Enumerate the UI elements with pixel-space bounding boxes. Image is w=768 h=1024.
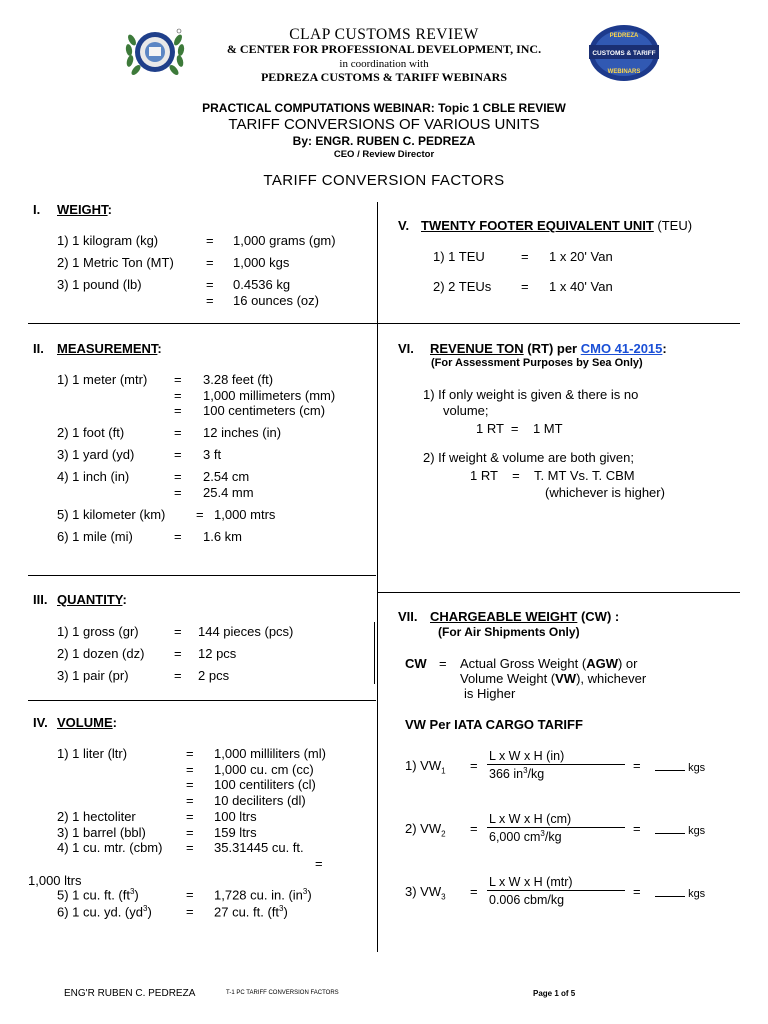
case-text: volume; bbox=[443, 403, 489, 418]
row-rhs: 3 ft bbox=[203, 447, 222, 462]
row-eq: = bbox=[206, 255, 214, 270]
row-rhs: 1,000 mtrs bbox=[214, 507, 276, 522]
section-colon: : bbox=[112, 715, 117, 730]
row-eq: = bbox=[186, 904, 194, 919]
row-lhs: 1) 1 liter (ltr) bbox=[57, 746, 128, 761]
formula-fraction bbox=[487, 749, 625, 781]
row-eq: = bbox=[186, 840, 194, 855]
section-colon: : bbox=[107, 202, 112, 217]
row-rhs: 100 ltrs bbox=[214, 809, 257, 824]
row-rhs: 100 centimeters (cm) bbox=[203, 403, 326, 418]
case-text: 2) If weight & volume are both given; bbox=[423, 450, 635, 465]
row-rhs: 2 pcs bbox=[198, 668, 230, 683]
formula-eq2: = bbox=[633, 884, 641, 899]
section-title: MEASUREMENT bbox=[57, 341, 158, 356]
answer-blank[interactable] bbox=[655, 884, 685, 897]
section-number: VI. bbox=[398, 341, 414, 356]
section-number: V. bbox=[398, 218, 410, 233]
row-lhs: 6) 1 mile (mi) bbox=[57, 529, 133, 544]
answer-blank[interactable] bbox=[655, 758, 685, 771]
row-rhs: 1,728 cu. in. $(in^3)$ bbox=[214, 887, 312, 903]
row-rhs: 1.6 km bbox=[203, 529, 243, 544]
section-number: II. bbox=[33, 341, 44, 356]
formula-eq: = bbox=[470, 884, 478, 899]
formula-denominator: 6,000 $cm^3/kg$ bbox=[489, 829, 562, 845]
row-eq: = bbox=[174, 624, 182, 639]
formula-eq: = bbox=[470, 758, 478, 773]
row-divider-2-left bbox=[28, 575, 376, 576]
column-divider bbox=[377, 202, 378, 952]
row-rhs: 1,000 millimeters (mm) bbox=[203, 388, 336, 403]
row-divider-3-left bbox=[28, 700, 376, 701]
logo-band-text: CUSTOMS & TARIFF bbox=[592, 50, 656, 57]
row-eq: = bbox=[174, 646, 182, 661]
row-rhs: 1,000 grams (gm) bbox=[233, 233, 336, 248]
row-eq: = bbox=[174, 469, 182, 484]
row-eq: = bbox=[206, 277, 214, 292]
row-rhs: 35.31445 cu. ft. bbox=[214, 840, 304, 855]
section-title: VOLUME bbox=[57, 715, 113, 730]
row-rhs: 1,000 kgs bbox=[233, 255, 290, 270]
row-rhs: 16 ounces (oz) bbox=[233, 293, 319, 308]
row-rhs: 144 pieces (pcs) bbox=[198, 624, 294, 639]
row-eq: = bbox=[186, 793, 194, 808]
answer-blank[interactable] bbox=[655, 821, 685, 834]
column-divider-segment bbox=[374, 622, 375, 684]
row-lhs: 4) 1 inch (in) bbox=[57, 469, 130, 484]
row-eq: = bbox=[174, 668, 182, 683]
logo-top-text: PEDREZA bbox=[609, 33, 639, 39]
cmo-link[interactable]: CMO 41-2015 bbox=[580, 341, 663, 356]
row-lhs: 4) 1 cu. mtr. (cbm) bbox=[57, 840, 163, 855]
row-eq: = bbox=[174, 485, 182, 500]
formula-result: kgs bbox=[655, 821, 705, 837]
section-colon: : bbox=[662, 341, 667, 356]
formula-label: 1) $VW_1$ bbox=[405, 758, 446, 776]
formula-numerator: L x W x H (mtr) bbox=[487, 875, 625, 891]
page-number: Page 1 of 5 bbox=[533, 989, 576, 998]
section-colon: : bbox=[122, 592, 127, 607]
row-eq: = bbox=[174, 529, 182, 544]
section-subtitle: (For Air Shipments Only) bbox=[438, 625, 580, 639]
section-title-mid: (RT) per bbox=[523, 341, 581, 356]
case-note: (whichever is higher) bbox=[545, 485, 665, 500]
row-eq: = bbox=[206, 293, 214, 308]
section-title: WEIGHT bbox=[57, 202, 108, 217]
case-equation: 1 RT = T. MT Vs. T. CBM bbox=[470, 468, 635, 483]
cw-label: CW bbox=[405, 656, 427, 671]
row-rhs: 1 x 40' Van bbox=[549, 279, 613, 294]
row-rhs: 2.54 cm bbox=[203, 469, 250, 484]
row-rhs: 159 ltrs bbox=[214, 825, 257, 840]
section-number: IV. bbox=[33, 715, 48, 730]
row-rhs: 0.4536 kg bbox=[233, 277, 291, 292]
row-eq: = bbox=[174, 388, 182, 403]
formula-numerator: L x W x H (in) bbox=[487, 749, 625, 765]
section-title: REVENUE TON bbox=[430, 341, 524, 356]
row-lhs: 3) 1 pair (pr) bbox=[57, 668, 129, 683]
row-lhs: 1) 1 TEU bbox=[433, 249, 485, 264]
row-lhs: 2) 1 Metric Ton (MT) bbox=[57, 255, 174, 270]
section-abbr: (TEU) bbox=[653, 218, 693, 233]
row-eq: = bbox=[186, 825, 194, 840]
author-line: By: ENGR. RUBEN C. PEDREZA bbox=[292, 134, 476, 148]
section-colon: : bbox=[157, 341, 162, 356]
row-eq: = bbox=[174, 403, 182, 418]
cw-line: Volume Weight (VW), whichever bbox=[460, 671, 647, 686]
cw-eq: = bbox=[439, 656, 447, 671]
row-rhs: 1,000 cu. cm (cc) bbox=[214, 762, 314, 777]
section-subtitle: (For Assessment Purposes by Sea Only) bbox=[431, 357, 643, 369]
section-title: TWENTY FOOTER EQUIVALENT UNIT bbox=[421, 218, 654, 233]
formula-eq: = bbox=[470, 821, 478, 836]
webinar-title: PRACTICAL COMPUTATIONS WEBINAR: Topic 1 CBLE REVIEW bbox=[202, 101, 566, 115]
row-rhs: 1 x 20' Van bbox=[549, 249, 613, 264]
formula-fraction bbox=[487, 812, 625, 844]
document-title: TARIFF CONVERSIONS OF VARIOUS UNITS bbox=[228, 116, 540, 133]
row-eq: = bbox=[186, 887, 194, 902]
formula-fraction bbox=[487, 875, 625, 907]
section-title: CHARGEABLE WEIGHT bbox=[430, 609, 578, 624]
row-rhs: 27 cu. ft. $(ft^3)$ bbox=[214, 904, 288, 920]
partner-name: PEDREZA CUSTOMS & TARIFF WEBINARS bbox=[260, 70, 508, 84]
section-title: QUANTITY bbox=[57, 592, 123, 607]
row-eq: = bbox=[186, 762, 194, 777]
row-eq: = bbox=[174, 447, 182, 462]
formula-numerator: L x W x H (cm) bbox=[487, 812, 625, 828]
row-lhs: 1) 1 gross (gr) bbox=[57, 624, 139, 639]
row-eq: = bbox=[186, 809, 194, 824]
formula-label: 2) $VW_2$ bbox=[405, 821, 446, 839]
case-text: 1) If only weight is given & there is no bbox=[423, 387, 639, 402]
row-rhs: 12 inches (in) bbox=[203, 425, 282, 440]
formula-eq2: = bbox=[633, 758, 641, 773]
coordination-text: in coordination with bbox=[339, 58, 429, 70]
row-rhs: 12 pcs bbox=[198, 646, 237, 661]
row-rhs: 10 deciliters (dl) bbox=[214, 793, 306, 808]
row-lhs: 3) 1 pound (lb) bbox=[57, 277, 142, 292]
row-eq: = bbox=[174, 425, 182, 440]
formula-label: 3) $VW_3$ bbox=[405, 884, 446, 902]
org-subname: & CENTER FOR PROFESSIONAL DEVELOPMENT, INC. bbox=[226, 42, 542, 56]
row-divider-2-right bbox=[378, 592, 740, 593]
formula-result: kgs bbox=[655, 758, 705, 774]
author-role: CEO / Review Director bbox=[333, 149, 435, 160]
row-rhs: 25.4 mm bbox=[203, 485, 254, 500]
row-lhs: 1) 1 kilogram (kg) bbox=[57, 233, 159, 248]
section-number: VII. bbox=[398, 609, 418, 624]
cw-line: is Higher bbox=[464, 686, 516, 701]
formula-denominator: 0.006 cbm/kg bbox=[489, 893, 565, 908]
row-lhs: 1) 1 meter (mtr) bbox=[57, 372, 148, 387]
section-number: I. bbox=[33, 202, 41, 217]
row-rhs: 1,000 ltrs bbox=[28, 873, 82, 888]
row-lhs: 3) 1 yard (yd) bbox=[57, 447, 135, 462]
row-lhs: 3) 1 barrel (bbl) bbox=[57, 825, 146, 840]
row-lhs: 2) 1 foot (ft) bbox=[57, 425, 125, 440]
row-eq: = bbox=[521, 249, 529, 264]
row-divider-1 bbox=[28, 323, 740, 324]
row-eq: = bbox=[186, 746, 194, 761]
row-lhs: 5) 1 cu. ft. $(ft^3)$ bbox=[57, 887, 139, 903]
logo-bottom-text: WEBINARS bbox=[607, 69, 641, 75]
row-eq: = bbox=[315, 856, 323, 871]
row-lhs: 5) 1 kilometer (km) bbox=[57, 507, 166, 522]
formula-denominator: 366 $in^3/kg$ bbox=[489, 766, 545, 782]
row-eq: = bbox=[206, 233, 214, 248]
row-rhs: 100 centiliters (cl) bbox=[214, 777, 316, 792]
cw-line: Actual Gross Weight (AGW) or bbox=[460, 656, 638, 671]
row-eq: = bbox=[521, 279, 529, 294]
row-lhs: 2) 2 TEUs bbox=[433, 279, 492, 294]
row-lhs: 2) 1 hectoliter bbox=[57, 809, 136, 824]
row-lhs: 6) 1 cu. yd. $(yd^3)$ bbox=[57, 904, 152, 920]
formula-result: kgs bbox=[655, 884, 705, 900]
row-rhs: 3.28 feet (ft) bbox=[203, 372, 274, 387]
section-abbr: (CW) : bbox=[577, 609, 620, 624]
row-eq: = bbox=[186, 777, 194, 792]
formula-eq2: = bbox=[633, 821, 641, 836]
row-lhs: 2) 1 dozen (dz) bbox=[57, 646, 145, 661]
section-number: III. bbox=[33, 592, 48, 607]
row-eq: = bbox=[196, 507, 204, 522]
iata-heading: VW Per IATA CARGO TARIFF bbox=[405, 717, 583, 732]
footer-doc-id: T-1 PC TARIFF CONVERSION FACTORS bbox=[226, 990, 339, 996]
row-eq: = bbox=[174, 372, 182, 387]
row-rhs: 1,000 milliliters (ml) bbox=[214, 746, 326, 761]
footer-author: ENG'R RUBEN C. PEDREZA bbox=[64, 988, 196, 999]
org-name: CLAP CUSTOMS REVIEW bbox=[289, 26, 479, 43]
case-equation: 1 RT = 1 MT bbox=[476, 421, 563, 436]
main-title: TARIFF CONVERSION FACTORS bbox=[263, 172, 505, 189]
